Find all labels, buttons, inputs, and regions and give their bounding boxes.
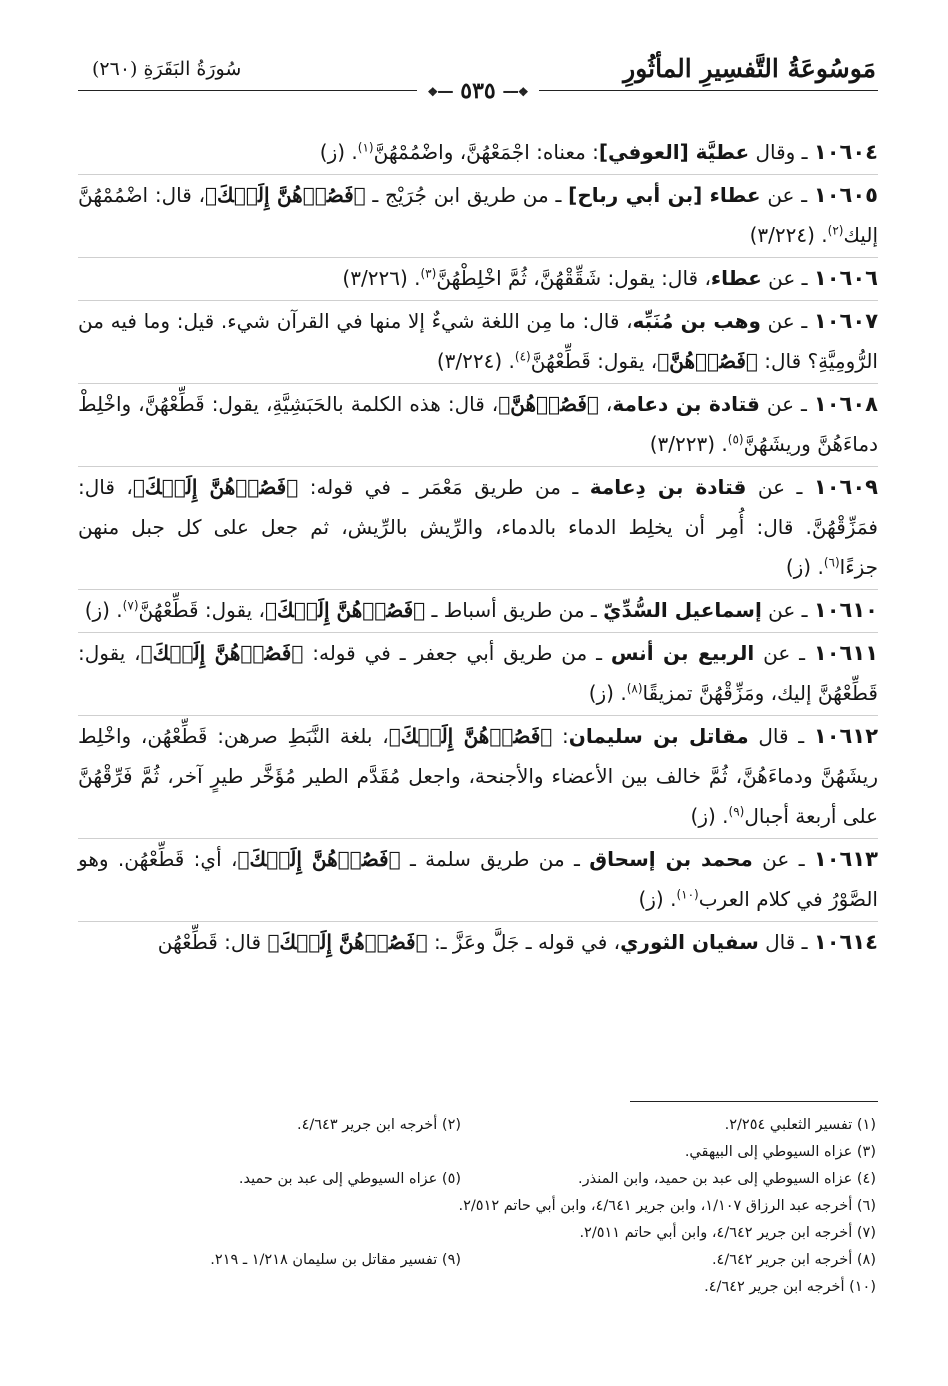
footnote-marker: (٧) — [122, 598, 139, 613]
narration-entry — [78, 467, 878, 590]
narration-text: ـ قال — [748, 724, 814, 748]
source-reference: . (ز) — [785, 555, 824, 579]
narrator-name: عطاء [بن أبي رباح] — [568, 183, 761, 207]
narration-number: ١٠٦١١ — [813, 641, 879, 665]
narrator-name: عطاء — [710, 266, 762, 290]
narration-entry — [78, 922, 878, 964]
surah-reference: سُورَةُ البَقَرَةِ (٢٦٠) — [92, 58, 242, 80]
narration-text: ـ عن — [746, 475, 814, 499]
narration-text: ، أي: قَطِّعْهُن. وهو الصَّوْرُ في كلام العرب — [78, 847, 878, 911]
narration-entry — [78, 384, 878, 467]
narration-text: ، يقول: قَطِّعْهُنَّ — [138, 598, 266, 622]
narration-entry — [78, 175, 878, 258]
footnote: (٦) أخرجه عبد الرزاق ١/١٠٧، وابن جرير ٤/٦٤١، وابن أبي حاتم ٢/٥١٢. — [458, 1198, 876, 1214]
narrator-name: عطيَّة [العوفي] — [598, 140, 750, 164]
footnote-marker: (٨) — [626, 681, 643, 696]
footnote: (٩) تفسير مقاتل بن سليمان ١/٢١٨ ـ ٢١٩. — [210, 1252, 462, 1268]
footnote: (٧) أخرجه ابن جرير ٤/٦٤٢، وابن أبي حاتم ٢/٥١١. — [579, 1225, 876, 1241]
ornament-icon: ❖━━ — [503, 85, 529, 99]
narration-text: ـ من طريق مَعْمَر ـ في قوله: — [298, 475, 590, 499]
quran-quote: ﴿فَصُرۡهُنَّ إِلَيۡكَ﴾ — [237, 847, 401, 871]
narration-text: : — [552, 724, 569, 748]
narration-text: ـ من طريق سلمة ـ — [400, 847, 590, 871]
narrator-name: قتادة بن دِعامة — [589, 475, 747, 499]
narration-text: قال: قَطِّعْهُن — [157, 930, 268, 954]
narration-number: ١٠٦١٤ — [813, 930, 878, 954]
footnote: (٤) عزاه السيوطي إلى عبد بن حميد، وابن المنذر. — [578, 1171, 876, 1187]
footnote: (١٠) أخرجه ابن جرير ٤/٦٤٢. — [704, 1279, 876, 1295]
narrator-name: الربيع بن أنس — [610, 641, 755, 665]
narration-number: ١٠٦٠٤ — [813, 140, 878, 164]
narration-number: ١٠٦١٣ — [813, 847, 878, 871]
narration-text: : معناه: اجْمَعْهُنَّ، واضْمُمْهُنَّ — [373, 140, 599, 164]
narration-text: ، قال: فمَزِّقْهُنَّ. قال: أُمِر أن يخلِط الدماء بالدماء، والرِّيش بالرِّيش، ثم جعل على كل جبل منهن جزءًا — [78, 475, 878, 579]
narration-text: ـ عن — [760, 183, 814, 207]
footnote-marker: (٢) — [827, 223, 844, 238]
footnote: (٨) أخرجه ابن جرير ٤/٦٤٢. — [711, 1252, 876, 1268]
source-reference: . (ز) — [319, 140, 358, 164]
narration-number: ١٠٦٠٦ — [813, 266, 878, 290]
narration-text: ، قال: يقول: شَقِّقْهُنَّ، ثُمَّ اخْلِطْهُنَّ — [436, 266, 711, 290]
narration-text: ـ وقال — [749, 140, 814, 164]
narration-text: ، يقول: قَطِّعْهُنَّ إليك، ومَزِّقْهُنَّ تمزيقًا — [78, 641, 878, 705]
narration-number: ١٠٦٠٥ — [813, 183, 878, 207]
footnote-row — [78, 1112, 876, 1139]
narration-text: ، قال: ما مِن اللغة شيءٌ إلا منها في القرآن شيء. قيل: وما فيه من الرُّومِيَّةِ؟ قال: — [78, 309, 878, 373]
running-header — [78, 52, 878, 104]
quran-quote: ﴿فَصُرۡهُنَّ إِلَيۡكَ﴾ — [265, 598, 426, 622]
footnote-row — [78, 1220, 876, 1247]
page-number-block — [417, 80, 538, 103]
narrator-name: إسماعيل السُّدِّيّ — [603, 598, 762, 622]
narration-text: ـ عن — [761, 266, 814, 290]
source-reference: . (٣/٢٢٤) — [436, 349, 515, 373]
narration-number: ١٠٦٠٨ — [813, 392, 878, 416]
footnote-marker: (٥) — [727, 432, 744, 447]
narration-text: ـ قال — [758, 930, 814, 954]
footnote-marker: (٣) — [420, 266, 437, 281]
narration-entry — [78, 258, 878, 301]
narration-text: ، قال: هذه الكلمة بالحَبَشِيَّةِ، يقول: قَطِّعْهُنَّ، واخْلِطْ دماءَهُنَّ وريشَهُنَّ — [78, 392, 878, 456]
narrations-list — [78, 132, 878, 964]
narration-text: ـ من طريق ابن جُرَيْج ـ — [365, 183, 569, 207]
quran-quote: ﴿فَصُرۡهُنَّ إِلَيۡكَ﴾ — [140, 641, 304, 665]
narration-entry — [78, 301, 878, 384]
source-reference: . (ز) — [588, 681, 627, 705]
quran-quote: ﴿فَصُرۡهُنَّ إِلَيۡكَ﴾ — [267, 930, 428, 954]
book-title: مَوسُوعَةُ التَّفسِيرِ المأثُورِ — [623, 54, 876, 83]
footnote-marker: (٦) — [823, 555, 840, 570]
quran-quote: ﴿فَصُرۡهُنَّ إِلَيۡكَ﴾ — [205, 183, 366, 207]
narrator-name: محمد بن إسحاق — [589, 847, 753, 871]
page-number: ٥٣٥ — [460, 78, 496, 104]
footnote: (٥) عزاه السيوطي إلى عبد بن حميد. — [238, 1171, 462, 1187]
narration-entry — [78, 839, 878, 922]
narration-text: ـ من طريق أبي جعفر ـ في قوله: — [303, 641, 611, 665]
footnote-row — [78, 1139, 876, 1166]
footnote-row — [78, 1274, 876, 1301]
quran-quote: ﴿فَصُرۡهُنَّ إِلَيۡكَ﴾ — [388, 724, 553, 748]
narration-number: ١٠٦٠٩ — [813, 475, 878, 499]
narration-text: ، يقول: قَطِّعْهُنَّ — [530, 349, 658, 373]
narration-number: ١٠٦١٠ — [813, 598, 878, 622]
narration-number: ١٠٦١٢ — [813, 724, 879, 748]
source-reference: . (ز) — [690, 804, 729, 828]
source-reference: . (ز) — [638, 887, 677, 911]
footnote: (٢) أخرجه ابن جرير ٤/٦٤٣. — [296, 1117, 462, 1133]
narration-number: ١٠٦٠٧ — [813, 309, 879, 333]
footnote-marker: (٩) — [728, 804, 745, 819]
footnote: (١) تفسير الثعلبي ٢/٢٥٤. — [724, 1117, 876, 1133]
source-reference: . (ز) — [84, 598, 123, 622]
narration-text: ـ من طريق أسباط ـ — [425, 598, 604, 622]
footnote-marker: (٤) — [514, 349, 531, 364]
narration-text: ، بلغة النَّبَطِ صرهن: قَطِّعْهُن، واخْلِط ريشَهُنَّ ودماءَهُنَّ، ثُمَّ خالف بين الأعضاء والأجنحة، واجعل مُقَدَّم الطير مُؤَخَّر طيرٍ آخر، ثُمَّ فَرِّقْهُنَّ على أربعة أجبال — [78, 724, 878, 828]
quran-quote: ﴿فَصُرۡهُنَّ﴾ — [657, 349, 758, 373]
quran-quote: ﴿فَصُرۡهُنَّ إِلَيۡكَ﴾ — [132, 475, 299, 499]
narration-text: ـ عن — [760, 309, 814, 333]
narration-entry — [78, 716, 878, 839]
source-reference: . (٣/٢٢٣) — [649, 432, 728, 456]
narrator-name: مقاتل بن سليمان — [568, 724, 749, 748]
footnote: (٣) عزاه السيوطي إلى البيهقي. — [684, 1144, 876, 1160]
narration-text: ـ عن — [754, 641, 814, 665]
narrator-name: سفيان الثوري — [620, 930, 759, 954]
narrator-name: وهب بن مُنَبِّه — [632, 309, 761, 333]
narration-text: ـ عن — [761, 598, 814, 622]
source-reference: . (٣/٢٢٦) — [342, 266, 421, 290]
narrator-name: قتادة بن دعامة — [612, 392, 760, 416]
quran-quote: ﴿فَصُرۡهُنَّ﴾ — [498, 392, 599, 416]
narration-entry — [78, 590, 878, 633]
footnote-separator — [630, 1101, 878, 1102]
narration-text: ـ عن — [752, 847, 814, 871]
footnote-row — [78, 1247, 876, 1274]
narration-text: ـ عن — [759, 392, 814, 416]
ornament-icon: ━━❖ — [427, 85, 453, 99]
footnote-marker: (١) — [357, 140, 374, 155]
narration-text: ، في قوله ـ جَلَّ وعَزَّ ـ: — [427, 930, 621, 954]
narration-entry — [78, 132, 878, 175]
narration-text: ، — [598, 392, 613, 416]
footnote-row — [78, 1193, 876, 1220]
footnote-row — [78, 1166, 876, 1193]
source-reference: . (٣/٢٢٤) — [749, 223, 828, 247]
footnote-marker: (١٠) — [676, 887, 699, 902]
footnotes — [78, 1112, 876, 1301]
narration-entry — [78, 633, 878, 716]
narration-text: ، قال: اضْمُمْهُنَّ إليك — [78, 183, 878, 247]
